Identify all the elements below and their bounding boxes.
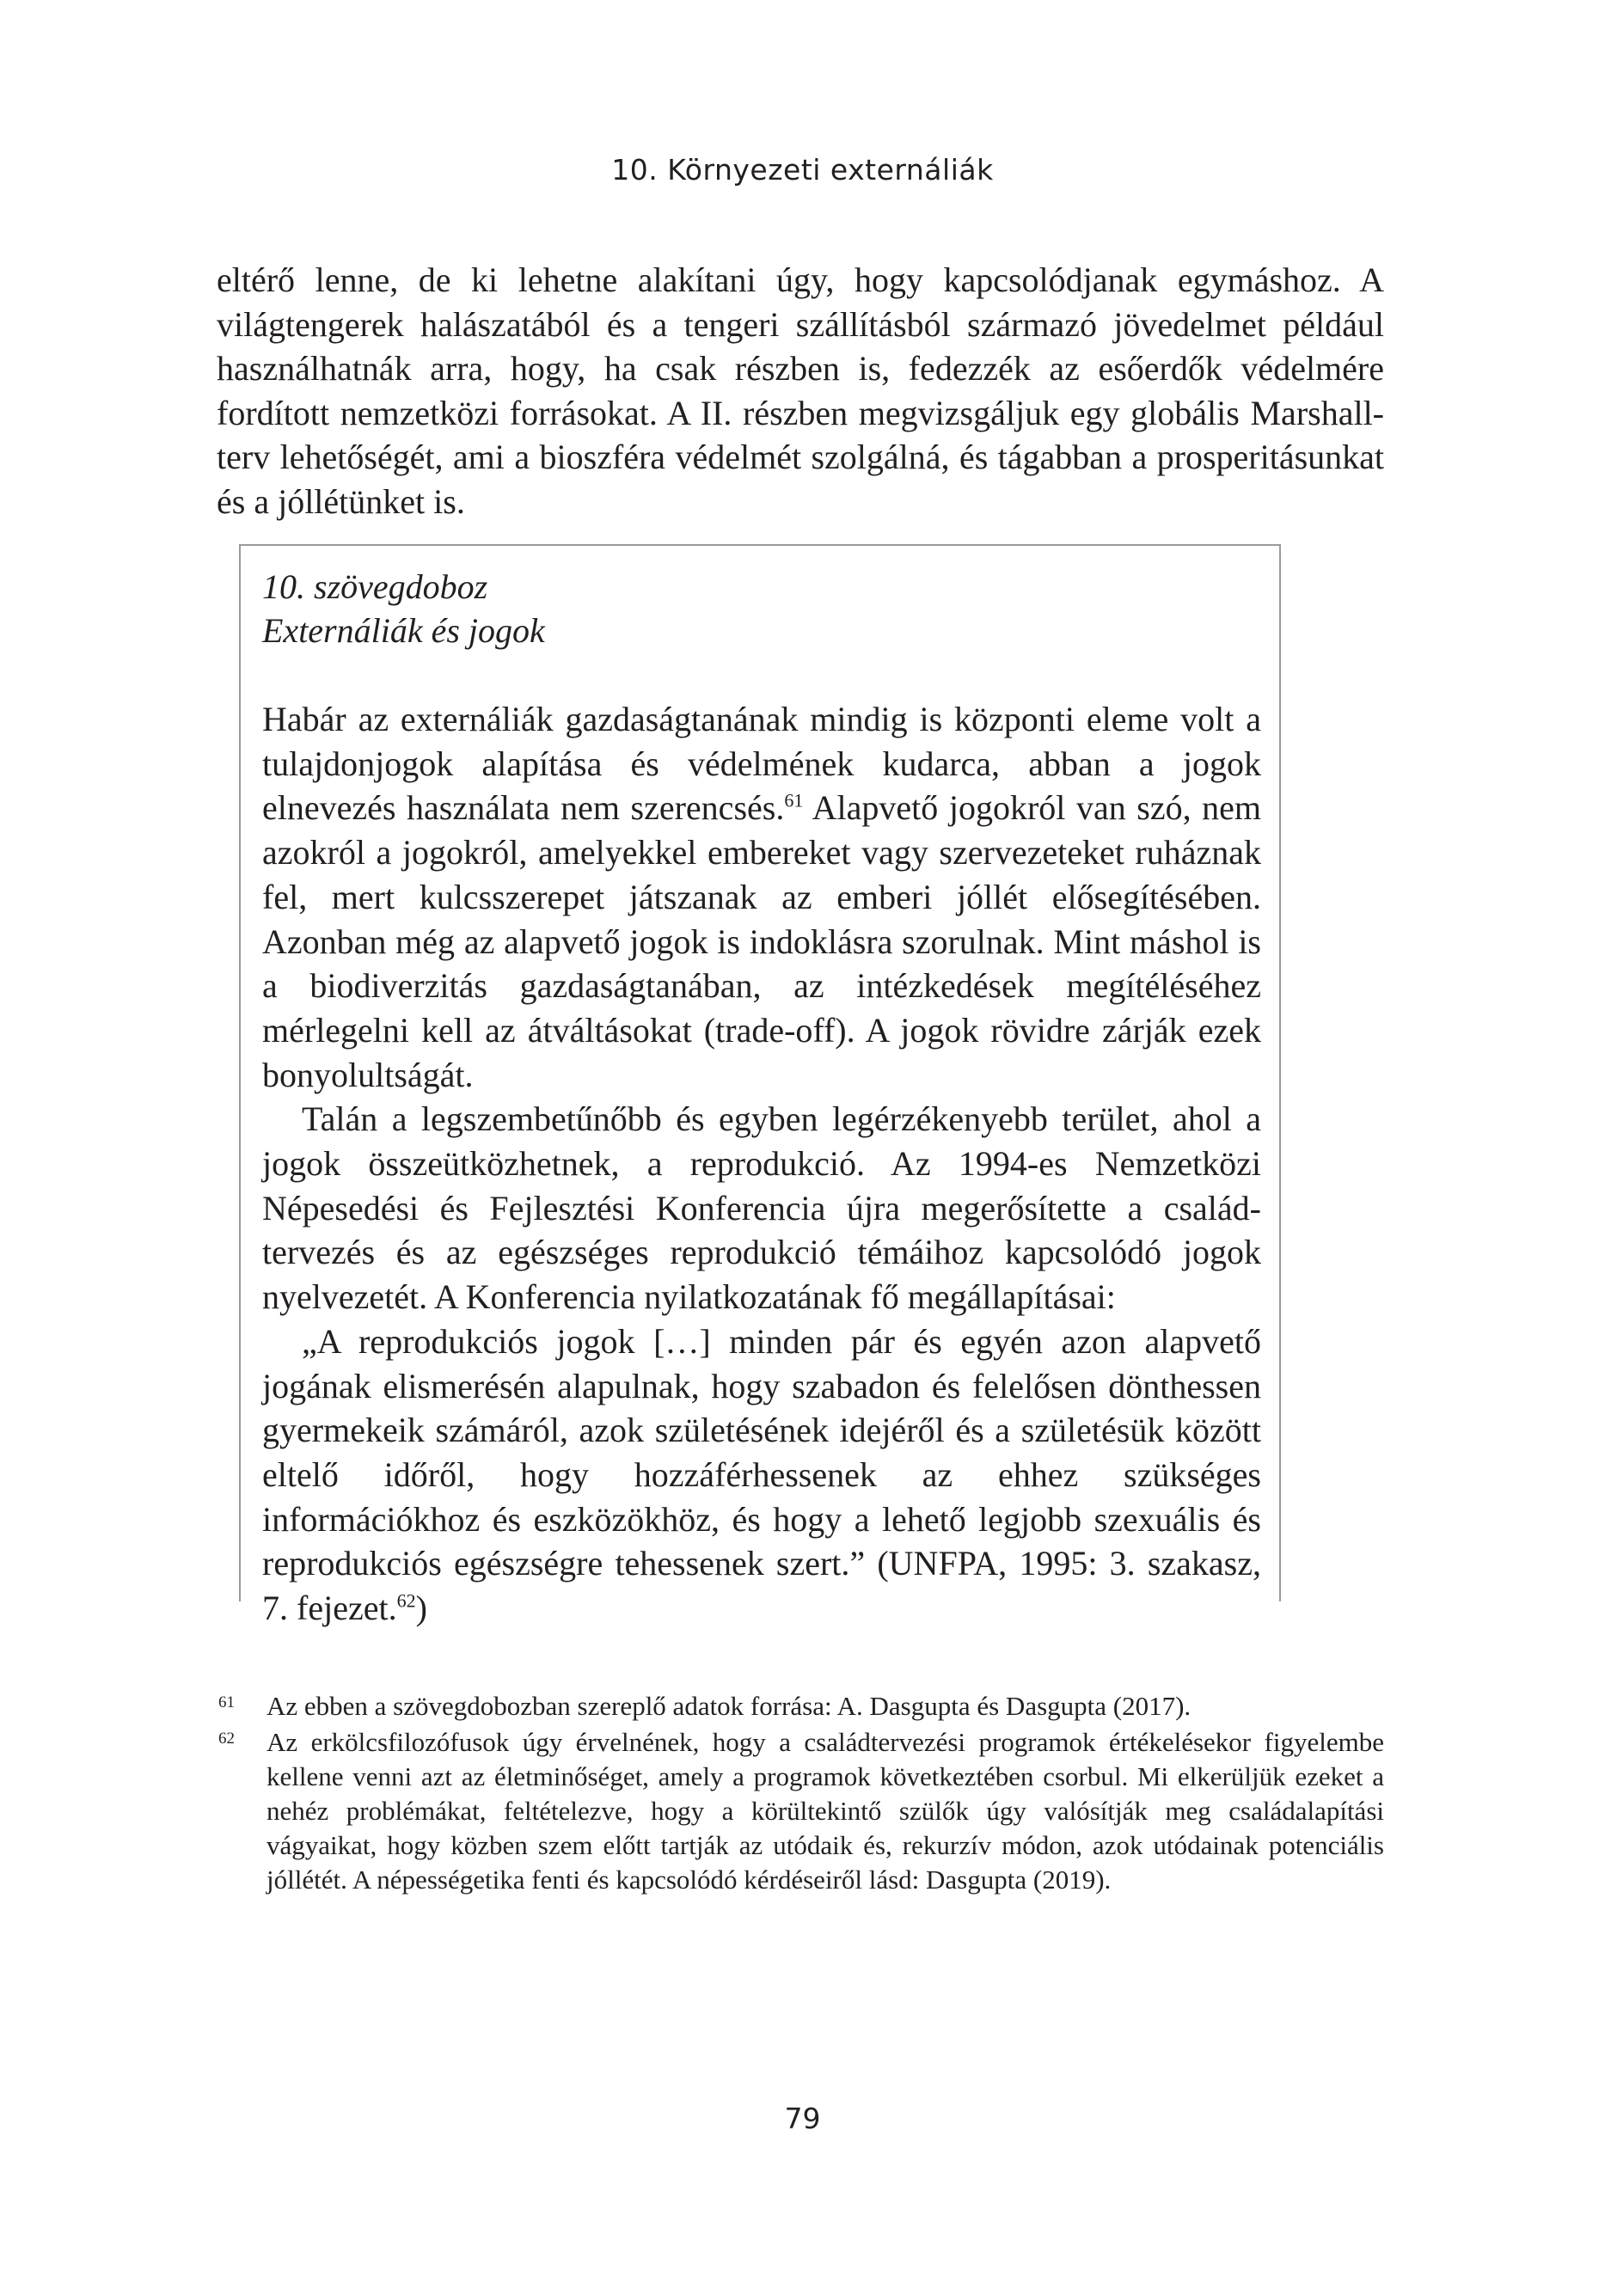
footnote-number: 62	[218, 1730, 235, 1748]
quote-part-a: „A reprodukciós jogok […] minden pár és egyén azon alapvető jogának elismerésén alapulnak, hogy szabadon és felelősen dönthessen gyermekeik számáról, azok születésének idejéről és a születésük között eltelő időről, hogy hozzáférhessenek az ehhez szükséges információkhoz és eszközökhöz, és hogy a lehető legjobb szexuális és reprodukciós egészségre tehessenek szert.” (UNFPA, 1995: 3. szakasz, 7. fejezet.	[262, 1321, 1261, 1628]
footnote-ref-61[interactable]: 61	[784, 790, 804, 812]
text-box-quote-paragraph	[262, 1319, 1261, 1631]
paragraph-1-part-b: Alapvető jogokról van szó, nem azokról a jogokról, amelyekkel embereket vagy szervezeteket ruháznak fel, mert kulcsszerepet játszanak az emberi jóllét elősegítésében. Azonban még az alapvető jogok is indoklásra szorulnak. Mint máshol is a biodiverzitás gazdaságtanában, az intézkedések megítéléséhez mérlegelni kell az átváltásokat (trade-off). A jogok rövidre zárják ezek bonyolultságát.	[262, 788, 1261, 1094]
text-box	[239, 544, 1281, 1628]
footnote-61	[217, 1689, 1384, 1724]
footnote-text: Az erkölcsfilozófusok úgy érvelnének, hogy a családtervezési programok értékelésekor figyelembe kellene venni azt az életminőséget, amely a programok következtében csorbul. Mi elkerüljük ezeket a nehéz problémákat, feltételezve, hogy a körültekintő szülők úgy valósítják meg családalapítási vágyaikat, hogy közben szem előtt tartják az utódaik és, rekurzív módon, azok utódainak potenciális jóllétét. A népességetika fenti és kapcsolódó kérdéseiről lásd: Dasgupta (2019).	[266, 1727, 1384, 1895]
footnote-number: 61	[218, 1693, 235, 1711]
body-paragraph: eltérő lenne, de ki lehetne alakítani úgy, hogy kapcsolódjanak egymáshoz. A világtengerek halászatából és a tengeri szállításból származó jövedelmet például használhatnák arra, hogy, ha csak részben is, fedezzék az esőerdők védelmére fordított nemzetközi forrásokat. A II. részben megvizsgáljuk egy globális Marshall-terv lehetőségét, ami a bioszféra védelmét szolgálná, és tágabban a prosperitásunkat és a jóllétünket is.	[217, 260, 1384, 521]
text-box-label: 10. szövegdoboz	[262, 567, 488, 606]
paragraph-1-part-a: Habár az externáliák gazdaságtanának mindig is központi eleme volt a tulajdonjogok alapítása és védelmének kudarca, abban a jogok elnevezés használata nem szerencsés.	[262, 700, 1261, 828]
text-box-paragraph-1	[262, 697, 1261, 1097]
text-box-title: Externáliák és jogok	[262, 611, 545, 650]
running-header: 10. Környezeti externáliák	[611, 153, 994, 187]
text-box-paragraph-2: Talán a legszembetűnőbb és egyben legérzékenyebb terület, ahol a jogok összeütközhetnek, a reprodukció. Az 1994-es Nemzetközi Népesedési és Fejlesztési Konferencia újra megerősítette a családtervezés és az egészséges reprodukció témáihoz kapcsolódó jogok nyelvezetét. A Konferencia nyilatkozatának fő megállapításai:	[262, 1099, 1261, 1317]
footnotes	[217, 1689, 1384, 1899]
footnote-text: Az ebben a szövegdobozban szereplő adatok forrása: A. Dasgupta és Dasgupta (2017).	[266, 1691, 1191, 1721]
footnote-62	[217, 1725, 1384, 1897]
footnote-ref-62[interactable]: 62	[396, 1589, 416, 1612]
quote-part-b: )	[415, 1589, 427, 1628]
page-number: 79	[784, 2102, 821, 2135]
main-body-text	[217, 258, 1384, 524]
text-box-spacer	[262, 652, 1261, 697]
